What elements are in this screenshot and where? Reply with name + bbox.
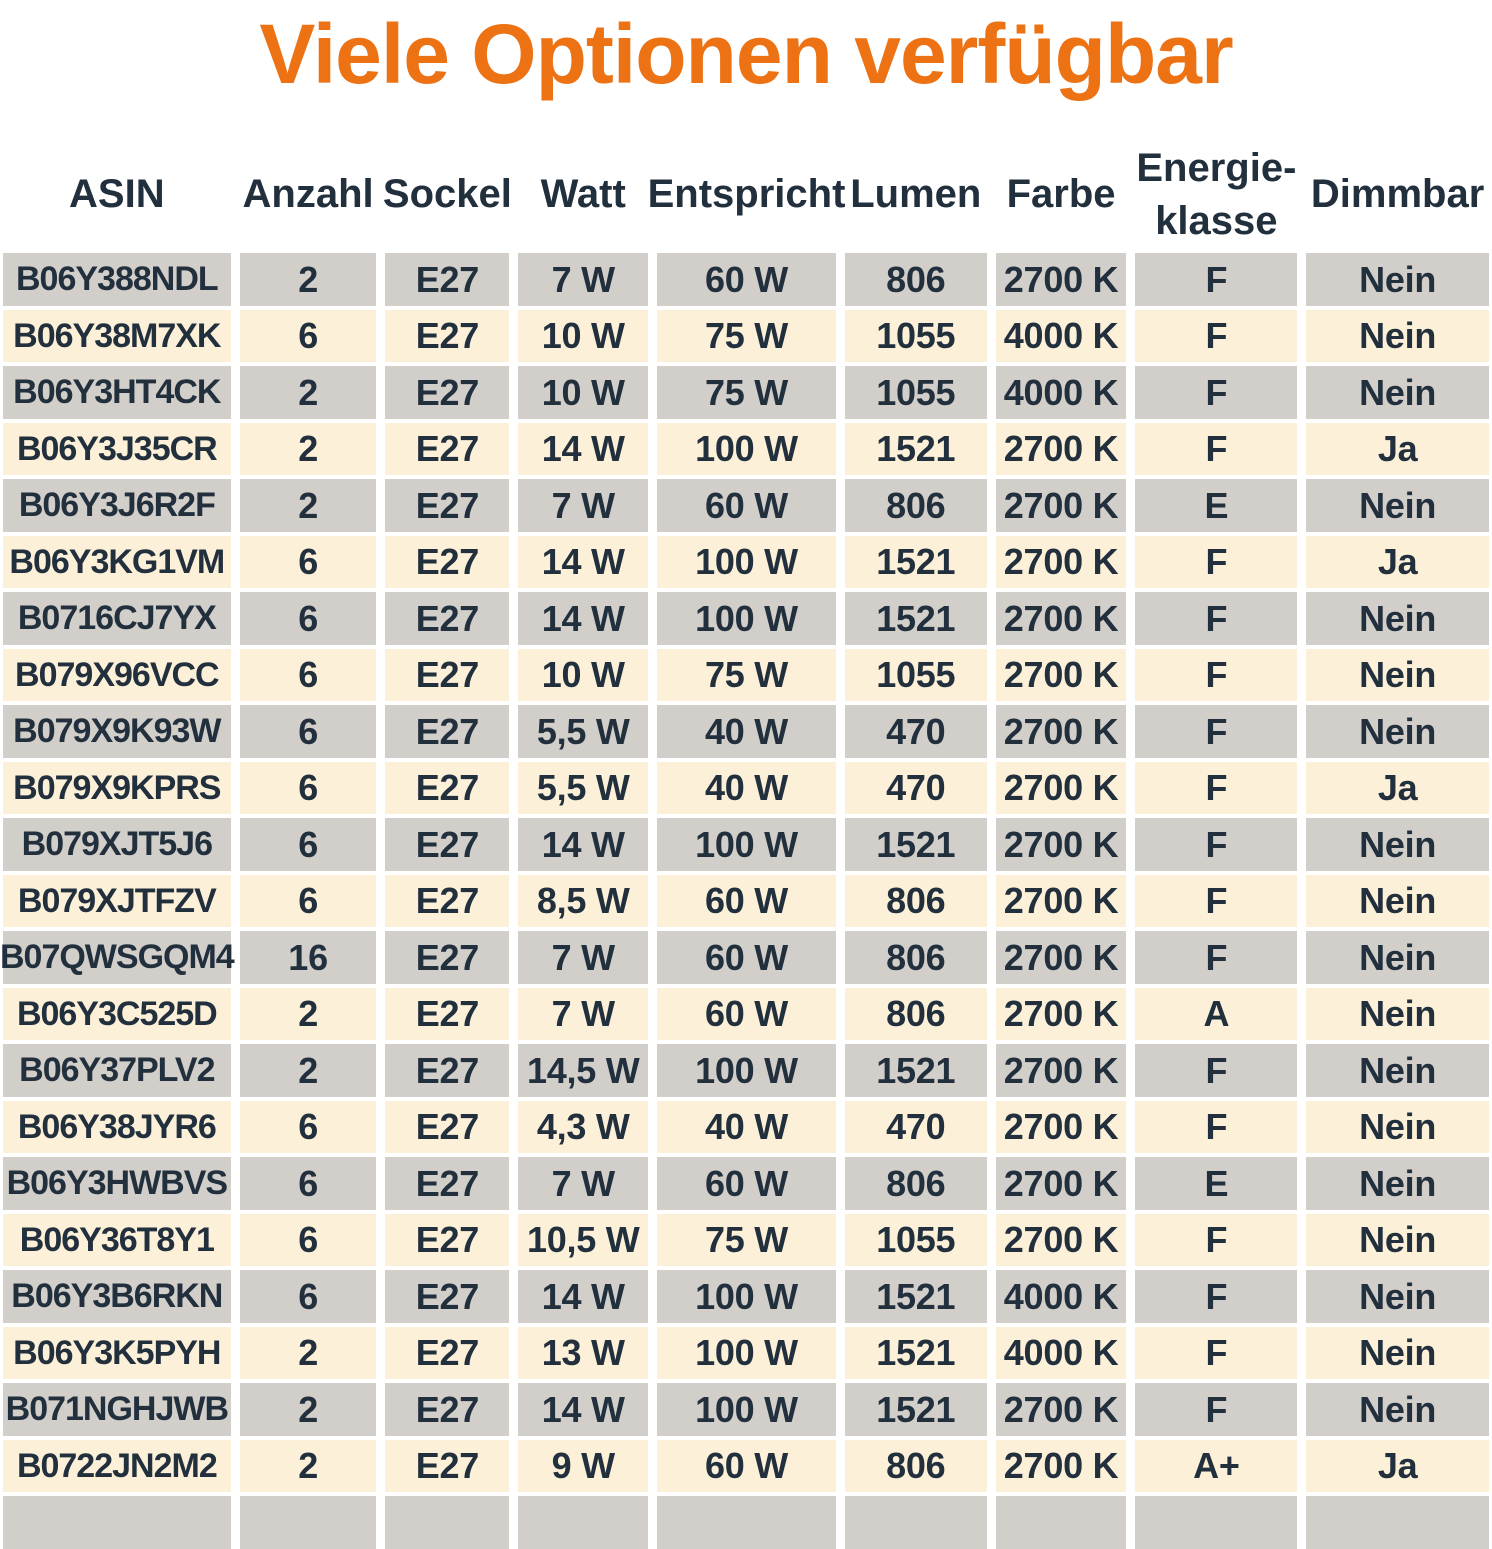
table-cell: E27: [385, 818, 509, 871]
table-cell-cutoff: [657, 1496, 836, 1549]
table-cell: 6: [240, 705, 377, 758]
table-cell: 7 W: [518, 988, 648, 1041]
table-cell: 100 W: [657, 536, 836, 589]
table-cell-asin: B06Y3C525D: [3, 988, 231, 1041]
table-cell: 1521: [845, 1383, 987, 1436]
table-cell: Nein: [1306, 649, 1489, 702]
table-cell: E27: [385, 1440, 509, 1493]
table-cell: 2: [240, 479, 377, 532]
table-cell: F: [1135, 423, 1297, 476]
table-cell: 6: [240, 536, 377, 589]
table-cell: 5,5 W: [518, 705, 648, 758]
table-cell: 10 W: [518, 310, 648, 363]
table-cell: 60 W: [657, 479, 836, 532]
table-cell-cutoff: [3, 1496, 231, 1549]
table-cell: 6: [240, 1270, 377, 1323]
table-cell-asin: B079X96VCC: [3, 649, 231, 702]
table-cell: E27: [385, 366, 509, 419]
table-cell: 1521: [845, 536, 987, 589]
table-cell: 100 W: [657, 1327, 836, 1380]
table-cell-cutoff: [385, 1496, 509, 1549]
table-cell: Nein: [1306, 1327, 1489, 1380]
table-cell-asin: B071NGHJWB: [3, 1383, 231, 1436]
table-cell: 7 W: [518, 1157, 648, 1210]
table-cell: 7 W: [518, 479, 648, 532]
table-cell: 1521: [845, 423, 987, 476]
table-cell: Nein: [1306, 1383, 1489, 1436]
table-cell: 6: [240, 1101, 377, 1154]
table-cell: 806: [845, 479, 987, 532]
table-cell: 100 W: [657, 818, 836, 871]
table-cell: 2700 K: [996, 818, 1127, 871]
table-cell: 2700 K: [996, 705, 1127, 758]
table-cell-asin: B0716CJ7YX: [3, 592, 231, 645]
table-cell: Nein: [1306, 479, 1489, 532]
table-cell: 40 W: [657, 762, 836, 815]
table-cell: 4000 K: [996, 310, 1127, 363]
table-cell: E27: [385, 536, 509, 589]
table-cell: 470: [845, 1101, 987, 1154]
table-cell: 6: [240, 1214, 377, 1267]
table-cell: 16: [240, 931, 377, 984]
table-cell: Nein: [1306, 253, 1489, 306]
table-cell: 75 W: [657, 649, 836, 702]
table-cell: E27: [385, 705, 509, 758]
table-cell: E27: [385, 1157, 509, 1210]
table-cell: 10 W: [518, 366, 648, 419]
table-cell: 1055: [845, 310, 987, 363]
table-cell: 7 W: [518, 253, 648, 306]
table-cell: 14 W: [518, 1383, 648, 1436]
table-cell: 75 W: [657, 310, 836, 363]
table-cell-cutoff: [1135, 1496, 1297, 1549]
table-cell: 60 W: [657, 1440, 836, 1493]
table-cell: 2: [240, 1440, 377, 1493]
table-cell: E27: [385, 479, 509, 532]
table-cell: 14 W: [518, 592, 648, 645]
table-cell: 100 W: [657, 1044, 836, 1097]
table-cell-asin: B06Y38JYR6: [3, 1101, 231, 1154]
table-cell: F: [1135, 1270, 1297, 1323]
table-cell: Nein: [1306, 988, 1489, 1041]
table-cell-asin: B06Y3J35CR: [3, 423, 231, 476]
table-cell-asin: B079XJTFZV: [3, 875, 231, 928]
table-cell: E27: [385, 875, 509, 928]
table-cell: 100 W: [657, 423, 836, 476]
table-cell: F: [1135, 705, 1297, 758]
table-cell: E27: [385, 931, 509, 984]
table-cell-asin: B06Y3HT4CK: [3, 366, 231, 419]
table-cell-asin: B079XJT5J6: [3, 818, 231, 871]
column-header-8: Dimmbar: [1310, 172, 1485, 217]
table-cell-asin: B06Y3B6RKN: [3, 1270, 231, 1323]
table-cell: F: [1135, 1327, 1297, 1380]
table-cell: 2700 K: [996, 1044, 1127, 1097]
table-cell: 2700 K: [996, 592, 1127, 645]
table-cell: E27: [385, 1101, 509, 1154]
table-cell: 40 W: [657, 1101, 836, 1154]
table-cell: 4000 K: [996, 366, 1127, 419]
table-cell: 2700 K: [996, 649, 1127, 702]
table-cell: F: [1135, 875, 1297, 928]
table-cell: 2700 K: [996, 479, 1127, 532]
table-cell: 4,3 W: [518, 1101, 648, 1154]
table-cell: E27: [385, 649, 509, 702]
table-cell: Nein: [1306, 705, 1489, 758]
table-cell: F: [1135, 818, 1297, 871]
table-cell: 6: [240, 762, 377, 815]
table-cell-asin: B06Y38M7XK: [3, 310, 231, 363]
table-cell: Ja: [1306, 762, 1489, 815]
table-cell: 2700 K: [996, 1101, 1127, 1154]
column-header-4: Entspricht: [647, 172, 846, 217]
table-cell: Nein: [1306, 366, 1489, 419]
table-cell: 470: [845, 705, 987, 758]
table-cell: 1055: [845, 649, 987, 702]
table-cell: A: [1135, 988, 1297, 1041]
table-cell: 2: [240, 423, 377, 476]
table-cell-asin: B06Y36T8Y1: [3, 1214, 231, 1267]
table-cell: Nein: [1306, 1101, 1489, 1154]
table-cell: 60 W: [657, 1157, 836, 1210]
table-cell: 6: [240, 592, 377, 645]
table-cell: 6: [240, 310, 377, 363]
column-header-3: Watt: [540, 172, 626, 217]
table-cell: Nein: [1306, 1044, 1489, 1097]
table-cell: E27: [385, 988, 509, 1041]
table-cell: 4000 K: [996, 1270, 1127, 1323]
column-header-1: Anzahl: [242, 172, 374, 217]
table-cell: 13 W: [518, 1327, 648, 1380]
table-cell: E27: [385, 1270, 509, 1323]
options-table: [0, 253, 1489, 1549]
table-cell: Nein: [1306, 818, 1489, 871]
table-cell-asin: B07QWSGQM4: [3, 931, 231, 984]
table-cell-cutoff: [1306, 1496, 1489, 1549]
column-header-6: Farbe: [1006, 172, 1116, 217]
table-cell: 2700 K: [996, 1214, 1127, 1267]
table-cell: 7 W: [518, 931, 648, 984]
table-cell: F: [1135, 366, 1297, 419]
table-cell: F: [1135, 931, 1297, 984]
table-cell: 75 W: [657, 1214, 836, 1267]
table-cell: 806: [845, 931, 987, 984]
table-cell: 6: [240, 875, 377, 928]
table-cell: 806: [845, 1440, 987, 1493]
column-header-5: Lumen: [850, 172, 982, 217]
table-cell: 1055: [845, 366, 987, 419]
table-cell: 2: [240, 1327, 377, 1380]
table-cell-asin: B079X9KPRS: [3, 762, 231, 815]
table-cell: 1521: [845, 1044, 987, 1097]
page-title: Viele Optionen verfügbar: [259, 7, 1233, 101]
table-cell-asin: B06Y3HWBVS: [3, 1157, 231, 1210]
table-cell: 2700 K: [996, 253, 1127, 306]
table-cell: Nein: [1306, 875, 1489, 928]
table-cell: Nein: [1306, 1270, 1489, 1323]
table-cell: 6: [240, 649, 377, 702]
table-cell: 10,5 W: [518, 1214, 648, 1267]
table-cell: E27: [385, 1044, 509, 1097]
table-cell: F: [1135, 536, 1297, 589]
table-cell: 100 W: [657, 592, 836, 645]
table-cell: 2700 K: [996, 536, 1127, 589]
table-cell: 806: [845, 253, 987, 306]
table-cell: 100 W: [657, 1383, 836, 1436]
table-header-row: [3, 100, 1489, 249]
table-cell: F: [1135, 253, 1297, 306]
table-cell: 806: [845, 988, 987, 1041]
table-cell: Nein: [1306, 1157, 1489, 1210]
table-cell: 806: [845, 875, 987, 928]
table-cell: F: [1135, 1044, 1297, 1097]
table-cell: Nein: [1306, 931, 1489, 984]
table-cell: 60 W: [657, 253, 836, 306]
table-cell-asin: B079X9K93W: [3, 705, 231, 758]
table-cell: 75 W: [657, 366, 836, 419]
table-cell: 1521: [845, 818, 987, 871]
table-cell: 2700 K: [996, 762, 1127, 815]
table-cell: 5,5 W: [518, 762, 648, 815]
table-cell: 6: [240, 1157, 377, 1210]
table-cell-asin: B06Y3KG1VM: [3, 536, 231, 589]
table-cell: 2700 K: [996, 988, 1127, 1041]
column-header-7: Energie-klasse: [1136, 146, 1297, 243]
table-cell: 2700 K: [996, 1440, 1127, 1493]
table-cell: E27: [385, 592, 509, 645]
table-cell: 2700 K: [996, 931, 1127, 984]
column-header-0: ASIN: [69, 172, 165, 217]
table-cell: 2: [240, 1383, 377, 1436]
table-cell-cutoff: [240, 1496, 377, 1549]
table-cell: 60 W: [657, 988, 836, 1041]
table-cell: E27: [385, 1383, 509, 1436]
table-cell: 4000 K: [996, 1327, 1127, 1380]
column-header-2: Sockel: [382, 172, 512, 217]
table-cell: F: [1135, 1214, 1297, 1267]
table-cell-asin: B06Y37PLV2: [3, 1044, 231, 1097]
table-cell: F: [1135, 1101, 1297, 1154]
table-cell: F: [1135, 310, 1297, 363]
table-cell: 470: [845, 762, 987, 815]
table-cell: 40 W: [657, 705, 836, 758]
table-cell-asin: B06Y388NDL: [3, 253, 231, 306]
table-cell-asin: B0722JN2M2: [3, 1440, 231, 1493]
table-cell: 1521: [845, 1327, 987, 1380]
table-cell: 14,5 W: [518, 1044, 648, 1097]
table-cell: 1055: [845, 1214, 987, 1267]
table-cell: 2: [240, 366, 377, 419]
table-cell: 1521: [845, 592, 987, 645]
table-cell: E27: [385, 310, 509, 363]
table-cell: E27: [385, 1214, 509, 1267]
table-cell: E27: [385, 1327, 509, 1380]
table-cell: Nein: [1306, 1214, 1489, 1267]
table-cell: 2: [240, 1044, 377, 1097]
table-cell: Nein: [1306, 310, 1489, 363]
table-cell: 8,5 W: [518, 875, 648, 928]
table-cell: 2700 K: [996, 875, 1127, 928]
table-cell: 2700 K: [996, 1383, 1127, 1436]
table-cell: Ja: [1306, 423, 1489, 476]
table-cell: 9 W: [518, 1440, 648, 1493]
table-cell: 1521: [845, 1270, 987, 1323]
table-cell: 806: [845, 1157, 987, 1210]
table-cell: 14 W: [518, 1270, 648, 1323]
table-cell: E: [1135, 1157, 1297, 1210]
table-cell: F: [1135, 592, 1297, 645]
table-cell-asin: B06Y3J6R2F: [3, 479, 231, 532]
table-cell: 60 W: [657, 931, 836, 984]
table-cell: F: [1135, 649, 1297, 702]
table-cell-cutoff: [845, 1496, 987, 1549]
table-cell: Ja: [1306, 536, 1489, 589]
table-cell: Nein: [1306, 592, 1489, 645]
table-cell: 6: [240, 818, 377, 871]
table-cell: 14 W: [518, 536, 648, 589]
table-cell-cutoff: [518, 1496, 648, 1549]
table-cell: E27: [385, 762, 509, 815]
table-cell: 100 W: [657, 1270, 836, 1323]
table-cell: 2700 K: [996, 1157, 1127, 1210]
table-cell: 14 W: [518, 423, 648, 476]
table-cell: 2: [240, 988, 377, 1041]
table-cell: 2: [240, 253, 377, 306]
table-cell: 10 W: [518, 649, 648, 702]
table-cell: E27: [385, 423, 509, 476]
table-cell: 14 W: [518, 818, 648, 871]
table-cell: 60 W: [657, 875, 836, 928]
table-cell: A+: [1135, 1440, 1297, 1493]
table-cell-cutoff: [996, 1496, 1127, 1549]
table-cell: 2700 K: [996, 423, 1127, 476]
table-cell: Ja: [1306, 1440, 1489, 1493]
table-cell: F: [1135, 1383, 1297, 1436]
table-cell-asin: B06Y3K5PYH: [3, 1327, 231, 1380]
table-cell: E27: [385, 253, 509, 306]
table-cell: E: [1135, 479, 1297, 532]
table-cell: F: [1135, 762, 1297, 815]
